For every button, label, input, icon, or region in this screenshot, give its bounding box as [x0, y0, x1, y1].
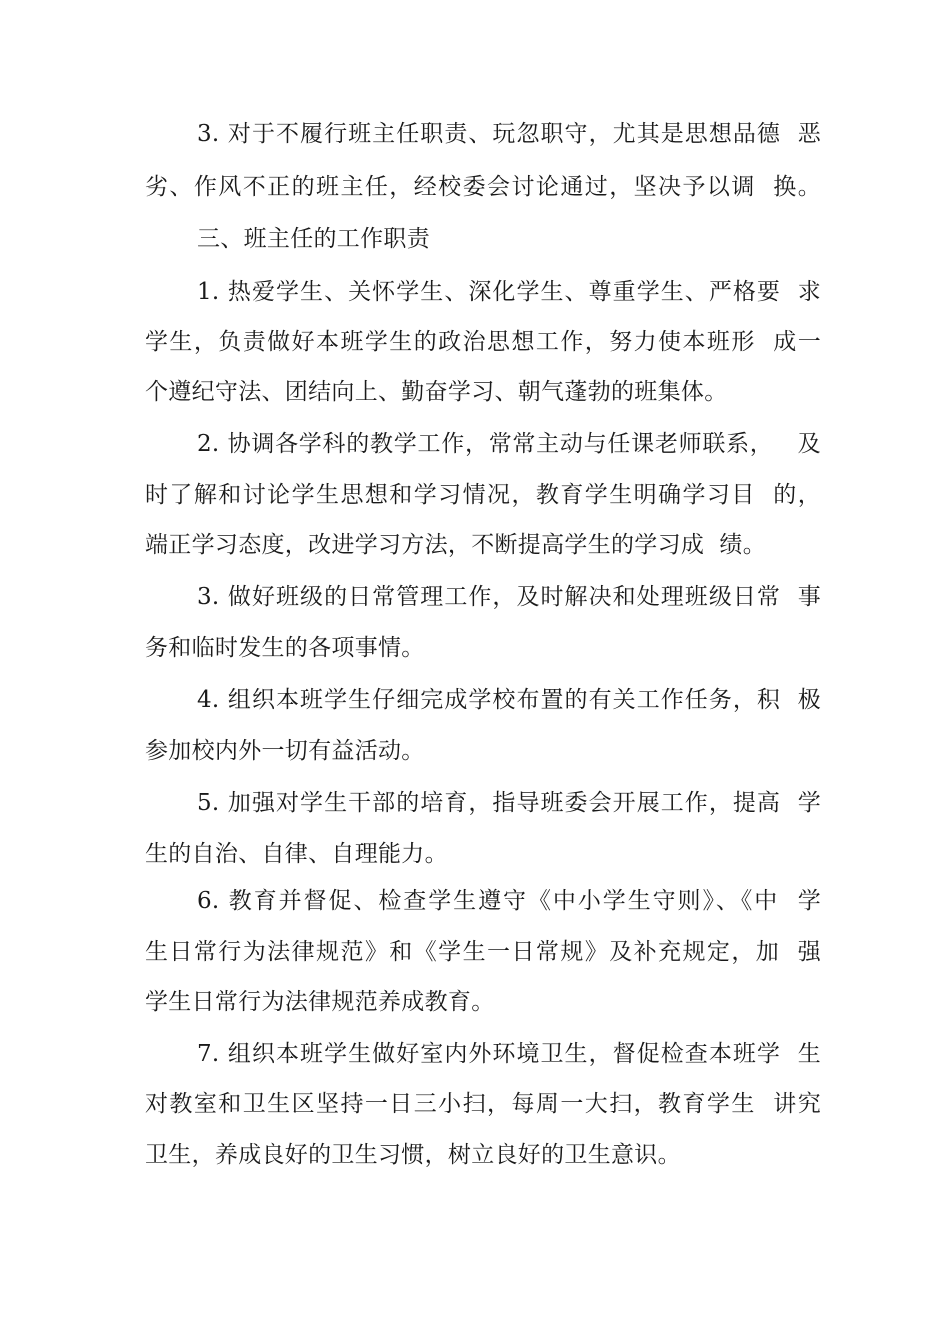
text-line: 生日常行为法律规范》和《学生一日常规》及补充规定，加 强	[145, 939, 821, 965]
text-line: 端正学习态度，改进学习方法，不断提高学生的学习成 绩。	[145, 532, 767, 558]
text-line: 个遵纪守法、团结向上、勤奋学习、朝气蓬勃的班集体。	[145, 379, 728, 405]
text-line: 时了解和讨论学生思想和学习情况，教育学生明确学习目 的，	[145, 482, 821, 508]
text-line: 1. 热爱学生、关怀学生、深化学生、尊重学生、严格要 求	[197, 279, 821, 305]
text-line: 生的自治、自律、自理能力。	[145, 841, 448, 867]
text-line: 务和临时发生的各项事情。	[145, 635, 425, 661]
text-line: 7. 组织本班学生做好室内外环境卫生，督促检查本班学 生	[197, 1041, 821, 1067]
text-line: 对教室和卫生区坚持一日三小扫，每周一大扫，教育学生 讲究	[145, 1091, 821, 1117]
text-line: 2. 协调各学科的教学工作，常常主动与任课老师联系， 及	[197, 431, 821, 457]
text-line: 学生日常行为法律规范养成教育。	[145, 989, 495, 1015]
text-line: 参加校内外一切有益活动。	[145, 738, 425, 764]
text-line: 3. 对于不履行班主任职责、玩忽职守，尤其是思想品德 恶	[197, 121, 821, 147]
text-line: 学生，负责做好本班学生的政治思想工作，努力使本班形 成一	[145, 329, 821, 355]
text-line: 3. 做好班级的日常管理工作，及时解决和处理班级日常 事	[197, 584, 821, 610]
text-line: 6. 教育并督促、检查学生遵守《中小学生守则》、《中 学	[197, 888, 821, 914]
text-line: 卫生，养成良好的卫生习惯，树立良好的卫生意识。	[145, 1142, 681, 1168]
text-line: 劣、作风不正的班主任，经校委会讨论通过，坚决予以调 换。	[145, 174, 821, 200]
text-line: 4. 组织本班学生仔细完成学校布置的有关工作任务，积 极	[197, 687, 821, 713]
text-line: 5. 加强对学生干部的培育，指导班委会开展工作，提高 学	[197, 790, 821, 816]
section-heading: 三、班主任的工作职责	[197, 226, 430, 252]
